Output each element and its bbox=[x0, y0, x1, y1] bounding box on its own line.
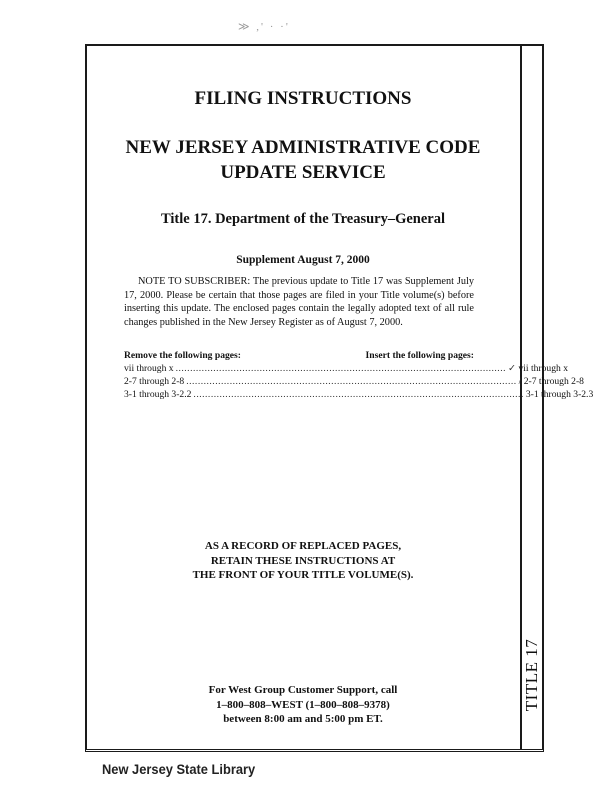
filing-row bbox=[124, 362, 569, 375]
code-heading bbox=[86, 135, 520, 185]
dot-leader: .................................................................................................................. bbox=[193, 389, 524, 400]
dot-leader: .................................................................................................................. bbox=[186, 376, 517, 387]
remove-pages-header: Remove the following pages: bbox=[124, 350, 241, 361]
code-heading-line2: UPDATE SERVICE bbox=[220, 162, 386, 183]
record-notice-line3: THE FRONT OF YOUR TITLE VOLUME(S). bbox=[192, 569, 414, 581]
support-info bbox=[86, 683, 520, 727]
code-heading-line1: NEW JERSEY ADMINISTRATIVE CODE bbox=[125, 137, 481, 158]
insert-pages: 3-1 through 3-2.3 bbox=[525, 389, 594, 400]
insert-pages-header: Insert the following pages: bbox=[365, 350, 474, 361]
scan-artifact: ≫ ,' · ·' bbox=[238, 21, 290, 33]
library-stamp: New Jersey State Library bbox=[102, 761, 256, 777]
remove-pages: 2-7 through 2-8 bbox=[124, 376, 185, 387]
filing-row bbox=[124, 375, 584, 388]
insert-pages: / 2-7 through 2-8 bbox=[518, 376, 584, 387]
title-side-tab bbox=[521, 625, 544, 725]
record-notice-line1: AS A RECORD OF REPLACED PAGES, bbox=[204, 540, 402, 552]
title-subheading: Title 17. Department of the Treasury–General bbox=[160, 211, 446, 227]
check-mark-icon: ✓ bbox=[508, 363, 519, 374]
support-phone: 1–800–808–WEST (1–800–808–9378) bbox=[216, 698, 390, 711]
check-mark-icon: / bbox=[518, 376, 524, 387]
insert-pages: ✓ vii through x bbox=[508, 363, 569, 374]
page-title: FILING INSTRUCTIONS bbox=[194, 88, 412, 109]
subscriber-note: NOTE TO SUBSCRIBER: The previous update to Title 17 was Supplement July 17, 2000. Please be certain that those pages are filed in your Title volume(s) before inserting this update. The enclosed pages contain the legally adopted text of all rule changes published in the New Jersey Register as of August 7, 2000. bbox=[124, 276, 474, 328]
filing-row bbox=[124, 388, 594, 401]
dot-leader: .................................................................................................................. bbox=[175, 363, 506, 374]
remove-pages: 3-1 through 3-2.2 bbox=[124, 389, 192, 400]
support-hours: between 8:00 am and 5:00 pm ET. bbox=[223, 713, 383, 725]
supplement-date: Supplement August 7, 2000 bbox=[236, 254, 370, 266]
record-notice bbox=[86, 539, 520, 583]
record-notice-line2: RETAIN THESE INSTRUCTIONS AT bbox=[210, 554, 396, 567]
filing-table bbox=[124, 349, 594, 401]
support-line1: For West Group Customer Support, call bbox=[208, 684, 398, 696]
filing-table-header bbox=[124, 349, 474, 362]
remove-pages: vii through x bbox=[124, 363, 174, 374]
title-side-tab-label: TITLE 17 bbox=[522, 638, 542, 712]
document-content bbox=[86, 46, 594, 746]
